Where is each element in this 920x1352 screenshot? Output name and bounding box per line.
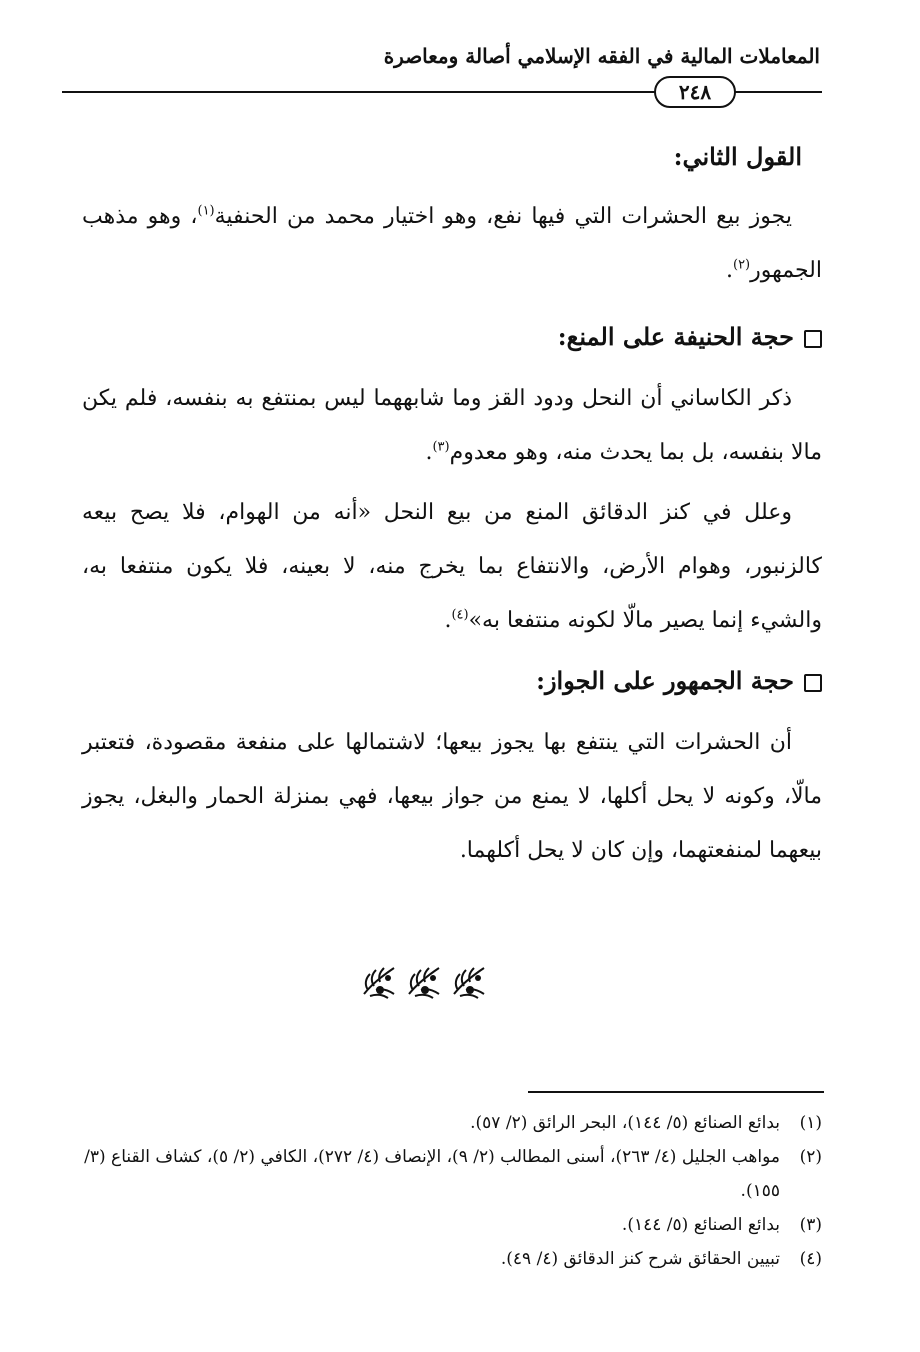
floral-ornament-icon [360, 964, 398, 1000]
floral-ornament-icon [405, 964, 443, 1000]
majority-paragraph [82, 716, 822, 878]
footnote-ref-3: (٣) [432, 439, 450, 455]
hanafi-heading-text: حجة الحنيفة على المنع: [557, 322, 794, 351]
hanafi-para1-end: . [425, 440, 433, 465]
hanafi-paragraph-1 [82, 372, 822, 480]
footnote-number: (٤) [799, 1249, 822, 1269]
second-opinion-text-2: ، وهو مذهب الجمهور [82, 204, 822, 283]
square-box-icon [804, 330, 822, 348]
footnotes [52, 1106, 822, 1276]
section-heading-hanafi [82, 322, 822, 351]
footnote-ref-2: (٢) [732, 257, 751, 273]
hanafi-para1-text: ذكر الكاساني أن النحل ودود القز وما شابههما ليس بمنتفع به بنفسه، فلم يكن مالا بنفسه، بل بما يحدث منه، وهو معدوم [82, 386, 822, 465]
second-opinion-text-1: يجوز بيع الحشرات التي فيها نفع، وهو اختيار محمد من الحنفية [214, 204, 792, 229]
section-heading-majority [82, 666, 822, 695]
footnote-number: (٣) [799, 1215, 822, 1235]
footnote [52, 1208, 822, 1242]
footnote [52, 1242, 822, 1276]
floral-ornament-icon [450, 964, 488, 1000]
footnote-text: بدائع الصنائع (٥/ ١٤٤)، البحر الرائق (٢/ ٥٧). [470, 1113, 780, 1133]
majority-text: أن الحشرات التي ينتفع بها يجوز بيعها؛ لاشتمالها على منفعة مقصودة، فتعتبر مالّا، وكونه لا يحل أكلها، لا يمنع من جواز بيعها، فهي بمنزلة الحمار والبغل، يجوز بيعهما لمنفعتهما، وإن كان لا يحل أكلهما. [82, 730, 822, 863]
square-box-icon [804, 674, 822, 692]
second-opinion-text-end: . [725, 258, 733, 283]
section-heading-second-opinion: القول الثاني: [673, 142, 802, 171]
footnote-text: تبيين الحقائق شرح كنز الدقائق (٤/ ٤٩). [500, 1249, 780, 1269]
footnote-number: (١) [799, 1113, 822, 1133]
footnote-number: (٢) [799, 1147, 822, 1167]
footnote [52, 1140, 822, 1208]
page-number: ٢٤٨ [654, 76, 736, 108]
hanafi-paragraph-2 [82, 486, 822, 648]
hanafi-para2-end: . [444, 608, 452, 633]
footnote-text: بدائع الصنائع (٥/ ١٤٤). [621, 1215, 780, 1235]
footnote-ref-4: (٤) [451, 607, 469, 623]
footnote-ref-1: (١) [197, 203, 215, 219]
majority-heading-text: حجة الجمهور على الجواز: [536, 666, 794, 695]
hanafi-para2-text: وعلل في كنز الدقائق المنع من بيع النحل «أنه من الهوام، فلا يصح بيعه كالزنبور، وهوام الأرض، والانتفاع بما يخرج منه، لا بعينه، فلا يكون منتفعا به، والشيء إنما يصير مالّا لكونه منتفعا به» [82, 500, 822, 633]
second-opinion-paragraph [82, 190, 822, 298]
footnote [52, 1106, 822, 1140]
floral-ornament-icon [360, 964, 488, 1000]
footnote-text: مواهب الجليل (٤/ ٢٦٣)، أسنى المطالب (٢/ ٩)، الإنصاف (٤/ ٢٧٢)، الكافي (٢/ ٥)، كشاف القناع (٣/ ١٥٥). [84, 1147, 780, 1201]
footnote-separator [528, 1091, 824, 1093]
running-title: المعاملات المالية في الفقه الإسلامي أصالة ومعاصرة [383, 44, 820, 68]
